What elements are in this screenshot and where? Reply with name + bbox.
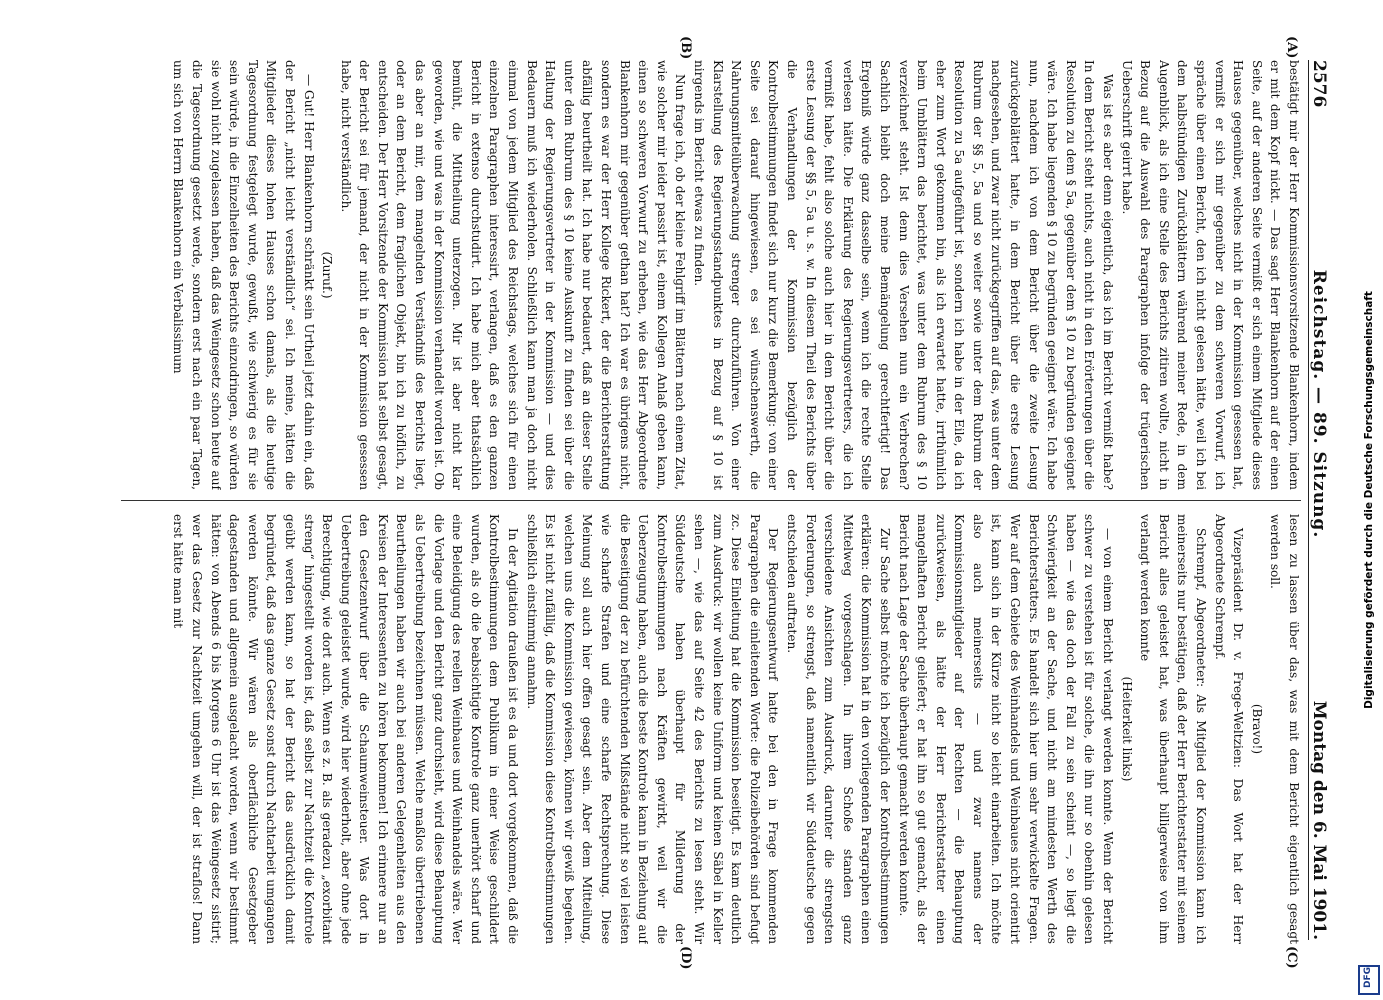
paragraph: Was ist es aber denn eigentlich, das ich im Bericht vermißt habe? In dem Bericht steht nichts, auch nicht in den Erörterungen über die Resolution zu dem § 5a, gegenüber dem § 10 zu begründen geeignet wäre. Ich habe liegenden § 10 zu begründen geeignet wäre. Ich habe nun, nachdem ich von dem Bericht über die zweite Lesung zurückgeblättert hatte, in dem Bericht über die erste Lesung nachgesehen, und zwar nicht zurückgegriffen auf das, was unter dem Rubrum der §§ 5, 5a und so weiter sowie unter dem Rubrum der Resolution zu 5a aufgeführt ist, sondern ich habe in der Eile, da ich eher zum Wort gekommen bin, als ich erwartet hatte, irrthümlich beim Umblättern das berichtet, was unter dem Rubrum des § 10 verzeichnet steht. Ist denn dies Versehen nun ein Verbrechen? Sachlich bleibt doch meine Bemängelung gerechtfertigt! Das Ergebniß würde ganz dasselbe sein, wenn ich die rechte Stelle verlesen hätte. Die Erklärung des Regierungsvertreters, die ich vermißt habe, fehlt also solche auch hier in dem Bericht über die erste Lesung der §§ 5, 5a u. s. w. In diesem Theil des Berichts über die Verhandlungen der Kommission bezüglich der Kontrolbestimmungen findet sich nur kurz die Bemerkung: von einer Seite sei darauf hingewiesen, es sei wünschenswerth, die Nahrungsmittelüberwachung strenger durchzuführen. Von einer Klarstellung des Regierungsstandpunktes in Bezug auf § 10 ist nirgends im Bericht etwas zu finden. [692,60,1116,490]
margin-marker-c: (C) [1284,946,1299,969]
dfg-logo-text: DFG [1363,966,1373,988]
margin-marker-b: (B) [678,36,693,60]
left-column [113,60,1303,490]
session-date: Montag den 6. Mai 1901. [1309,700,1329,940]
speaker-paragraph: Schrempf, Abgeordneter: Als Mitglied der Kommission kann ich meinerseits nur bestätigen, daß der Herr Berichterstatter mit seinem Bericht alles geleistet hat, was überhaupt billigerweise von ihm verlangt werden konnte [1138,514,1209,944]
page-number: 2576 [1309,60,1329,108]
paragraph: — Gut! Herr Blankenhorn schränkt sein Urtheil jetzt dahin ein, daß der Bericht „nicht leicht verständlich“ sei. Ich meine, hätten die Mitglieder dieses hohen Hauses schon damals, als die heutige Tagesordnung festgelegt wurde, gewußt, wie schwierig es für sie sein würde, in die Einzelheiten des Berichts einzudringen, so würden sie wohl nicht zugelassen haben, daß das Weingesetz schon heute auf die Tagesordnung gesetzt werde, sondern erst nach ein paar Tagen, um sich von Herrn Blankenhorn ein Verbalissimum [171,60,316,490]
paragraph: bestätigt mir der Herr Kommissionsvorsitzende Blankenhorn, indem er mit dem Kopf nickt. — Das sagt Herr Blankenhorn auf der einen Seite, auf der anderen Seite vermißt er sich einem Mitgliede dieses Hauses gegenüber, welches nicht in der Kommission gesessen hat, vermißt er sich mir gegenüber zu dem schweren Vorwurf, ich spräche über einen Bericht, den ich nicht gelesen hätte, weil ich bei dem halbstündigen Zurückblättern während meiner Rede, in dem Augenblick, als ich eine Stelle des Berichts zitiren wollte, nicht in Bezug auf die Auswahl des Paragraphen infolge der trügerischen Ueberschrift geirrt habe. [1119,60,1301,490]
page-title: Reichstag. — 89. Sitzung. [1309,269,1329,539]
interjection: (Zuruf.) [320,251,335,299]
margin-marker-d: (D) [678,946,693,970]
column-divider [121,500,1301,501]
paragraph: Zur Sache selbst möchte ich bezüglich der Kontrolbestimmungen erklären: die Kommission hat in den vorliegenden Paragraphen einen Mittelweg vorgeschlagen. In ihrem Schoße standen ganz verschiedene Ansichten zum Ausdruck, darunter die strengsten Forderungen, so strengst, daß namentlich wir Süddeutsche gegen entschieden auftraten. [784,514,892,944]
paragraph: Der Regierungsentwurf hatte bei den in Frage kommenden Paragraphen die einleitenden Worte: die Polizeibehörden sind befugt zc. Diese Einleitung hat die Kommission beseitigt. Es kam deutlich zum Ausdruck: wir wollen keine Uniform und keinen Säbel in Keller sehen —, wie das auf Seite 42 des Berichts zu lesen steht. Wir Süddeutsche haben überhaupt für Milderung der Kontrolbestimmungen nach Kräften gewirkt, weil wir die Ueberzeugung haben, auch die beste Kontrole kann in Beziehung auf die Beseitigung der zu befürchtenden Mißstände nicht so viel leisten wie scharfe Strafen und eine scharfe Rechtsprechung. Diese Meinung soll auch hier offen gesagt sein. Aber dem Mitteilung, welchen uns die Kommission gewiesen, können wir gewiß begehen. Es ist nicht zufällig, daß die Kommission diese Kontrolbestimmungen schließlich einstimmig annahm. [524,514,781,944]
speaker-paragraph: Vizepräsident Dr. v. Frege-Weltzien: Das Wort hat der Herr Abgeordnete Schrempf. [1212,514,1246,944]
paragraph: Nun frage ich, ob der kleine Fehlgriff im Blättern nach einem Zitat, wie solcher mir leider passirt ist, einem Kollegen Anlaß geben kann, einen so schweren Vorwurf zu erheben, wie das Herr Abgeordnete Blankenhorn mir gegenüber gethan hat? Ich war es übrigens nicht, sondern es war der Herr Kollege Rickert, der die Berichterstattung abfällig beurtheilt hat. Ich habe nur bedauert, daß an dieser Stelle unter dem Rubrum des § 10 keine Auskunft zu finden sei über die Haltung der Regierungsvertreter in der Kommission — und dies Bedauern muß ich wiederholen. Schließlich kann man ja doch nicht einmal von jedem Mitglied des Reichstags, welches sich für einen einzelnen Paragraphen interessirt, verlangen, daß es den ganzen Bericht in extenso durchstudirt. Ich habe mich aber thatsächlich bemüht, die Mittheilung unterzogen. Mir ist aber nicht klar geworden, wie und was in der Kommission verhandelt worden ist. Ob das aber an mir, dem mangelnden Verständniß des Berichts liegt, oder an dem Bericht, dem fraglichen Objekt, bin ich zu höflich, zu entscheiden. Der Herr Vorsitzende der Kommission hat selbst gesagt, der Bericht sei für jemand, der nicht in der Kommission gesessen habe, nicht verständlich. [338,60,688,490]
dfg-logo [1358,965,1380,995]
interjection: (Bravo!) [1249,703,1264,755]
page-header [1308,60,1343,940]
interjection: (Heiterkeit links) [1119,676,1134,782]
digitization-sidebar [1352,0,1383,1000]
paragraph: lesen zu lassen über das, was mit dem Bericht eigentlich gesagt werden soll. [1268,514,1301,944]
right-column [113,514,1303,944]
paragraph: In der Agitation draußen ist es da und dort vorgekommen, daß die Kontrolbestimmungen dem Publikum in einer Weise geschildert wurden, als ob die beabsichtigte Kontrole ganz unerhört scharf und eine Beleidigung des reellen Weinbaues und Weinhandels wäre. Wer die Vorlage und den Bericht ganz durchsieht, wird diese Behauptung als Uebertreibung bezeichnen müssen. Welche maßlos übertriebenen Beurtheilungen haben wir auch bei anderen Gelegenheiten aus den Kreisen der Interessenten zu hören bekommen! Ich erinnere nur an den Gesetzentwurf über die Schaumweinsteuer. Was dort in Uebertreibung geleistet wurde, wird hier wiederholt, aber ohne jede Berechtigung, wie dort auch. Wenn es z. B. als geradezu „exorbitant streng“ hingestellt worden ist, daß selbst zur Nachtzeit die Kontrole geübt werden kann, so hat der Bericht das ausdrücklich damit begründet, daß das ganze Gesetz sonst durch Nachtarbeit umgangen werden könnte. Wir wären als oberflächliche Gesetzgeber dagestanden und allgemein ausgelacht worden, wenn wir bestimmt hätten: von Abends 6 bis Morgens 6 Uhr ist das Weingesetz sistirt; wer das Gesetz zur Nachtzeit umgehen will, der ist straflos! Dann erst hätte man mit [171,514,521,944]
margin-marker-a: (A) [1284,36,1299,59]
paragraph: — von einem Bericht verlangt werden konnte. Wenn der Bericht schwer zu verstehen ist für solche, die ihn nur so obenhin gelesen haben — wie das doch der Fall zu sein scheint —, so liegt die Schwierigkeit an der Sache, und nicht am mindesten Werth des Berichterstatters. Es handelt sich hier um sehr verwickelte Fragen. Wer auf dem Gebiete des Weinhandels und Weinbaues nicht orientirt ist, kann sich in der Kürze nicht so leicht einarbeiten. Ich möchte also auch meinerseits — und zwar namens der Kommissionsmitglieder auf der Rechten — die Behauptung zurückweisen, als hätte der Herr Berichterstatter einen mangelhaften Bericht geliefert; er hat ihn so gut gemacht, als der Bericht nach Lage der Sache überhaupt gemacht werden konnte. [896,514,1116,944]
funding-note: Digitalisierung gefördert durch die Deutsche Forschungsgemeinschaft [1363,291,1375,709]
